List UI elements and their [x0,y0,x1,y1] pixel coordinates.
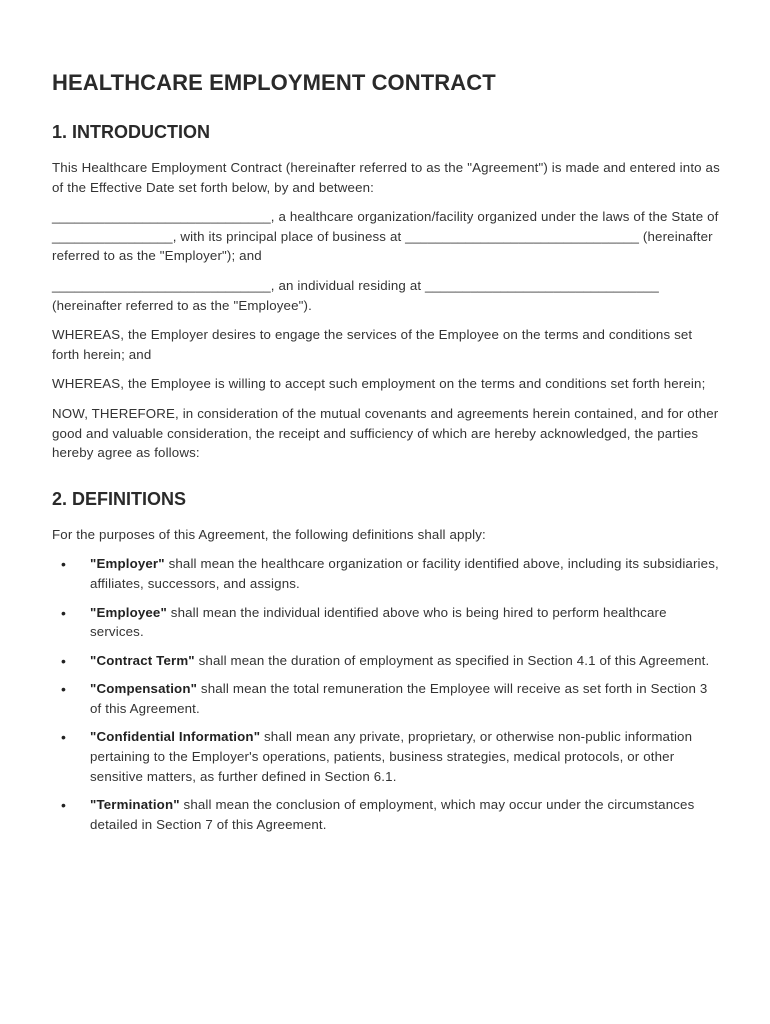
intro-paragraph-employee-party: _____________________________, an individual residing at _______________________________ (hereinafter referred to as the "Employee"). [52,277,659,313]
bullet-icon: • [61,556,67,573]
definition-text: shall mean the conclusion of employment, which may occur under the circumstances detailed in Section 7 of this Agreement. [90,797,695,832]
bullet-icon: • [61,681,67,698]
intro-paragraph-preamble: This Healthcare Employment Contract (hereinafter referred to as the "Agreement") is made and entered into as of the Effective Date set forth below, by and between: [52,160,720,195]
definition-item-contract-term [52,651,720,671]
definition-item-employer [52,554,720,593]
definitions-list [52,554,720,834]
definition-text: shall mean the total remuneration the Employee will receive as set forth in Section 3 of this Agreement. [90,681,708,716]
definition-item-employee [52,603,720,642]
introduction-section [52,122,720,463]
intro-paragraph-whereas-employer: WHEREAS, the Employer desires to engage the services of the Employee on the terms and conditions set forth herein; and [52,327,693,362]
definition-item-termination [52,795,720,834]
definition-text: shall mean the healthcare organization or facility identified above, including its subsidiaries, affiliates, successors, and assigns. [90,556,719,591]
bullet-icon: • [61,797,67,814]
definition-term: "Termination" [90,797,180,813]
definition-item-compensation [52,679,720,718]
definition-term: "Compensation" [90,681,198,697]
definition-term: "Employer" [90,556,165,572]
definitions-section [52,489,720,835]
intro-paragraph-employer-party: _____________________________, a healthcare organization/facility organized under the laws of the State of ________________, with its principal place of business at _______________________________ (hereinafter referred to as the "Employer"); and [52,209,719,264]
intro-paragraph-whereas-employee: WHEREAS, the Employee is willing to accept such employment on the terms and conditions set forth herein; [52,376,706,392]
bullet-icon: • [61,729,67,746]
document-title: HEALTHCARE EMPLOYMENT CONTRACT [52,70,496,95]
definition-text: shall mean any private, proprietary, or otherwise non-public information pertaining to the Employer's operations, patients, business strategies, medical protocols, or other sensitive matters, as further defined in Section 6.1. [90,729,693,784]
definitions-intro: For the purposes of this Agreement, the following definitions shall apply: [52,526,486,542]
definition-term: "Confidential Information" [90,729,261,745]
intro-paragraph-now-therefore: NOW, THEREFORE, in consideration of the mutual covenants and agreements herein contained, and for other good and valuable consideration, the receipt and sufficiency of which are hereby acknowledged, the parties hereby agree as follows: [52,405,719,461]
introduction-heading: 1. INTRODUCTION [52,122,211,142]
definition-text: shall mean the individual identified above who is being hired to perform healthcare services. [90,604,667,640]
section-spacer [52,473,720,489]
definition-term: "Contract Term" [90,652,195,668]
definition-text: shall mean the duration of employment as specified in Section 4.1 of this Agreement. [194,652,710,668]
definition-term: "Employee" [90,604,167,620]
bullet-icon: • [61,604,67,621]
definition-item-confidential-information [52,727,720,786]
bullet-icon: • [61,652,67,669]
definitions-heading: 2. DEFINITIONS [52,488,187,509]
